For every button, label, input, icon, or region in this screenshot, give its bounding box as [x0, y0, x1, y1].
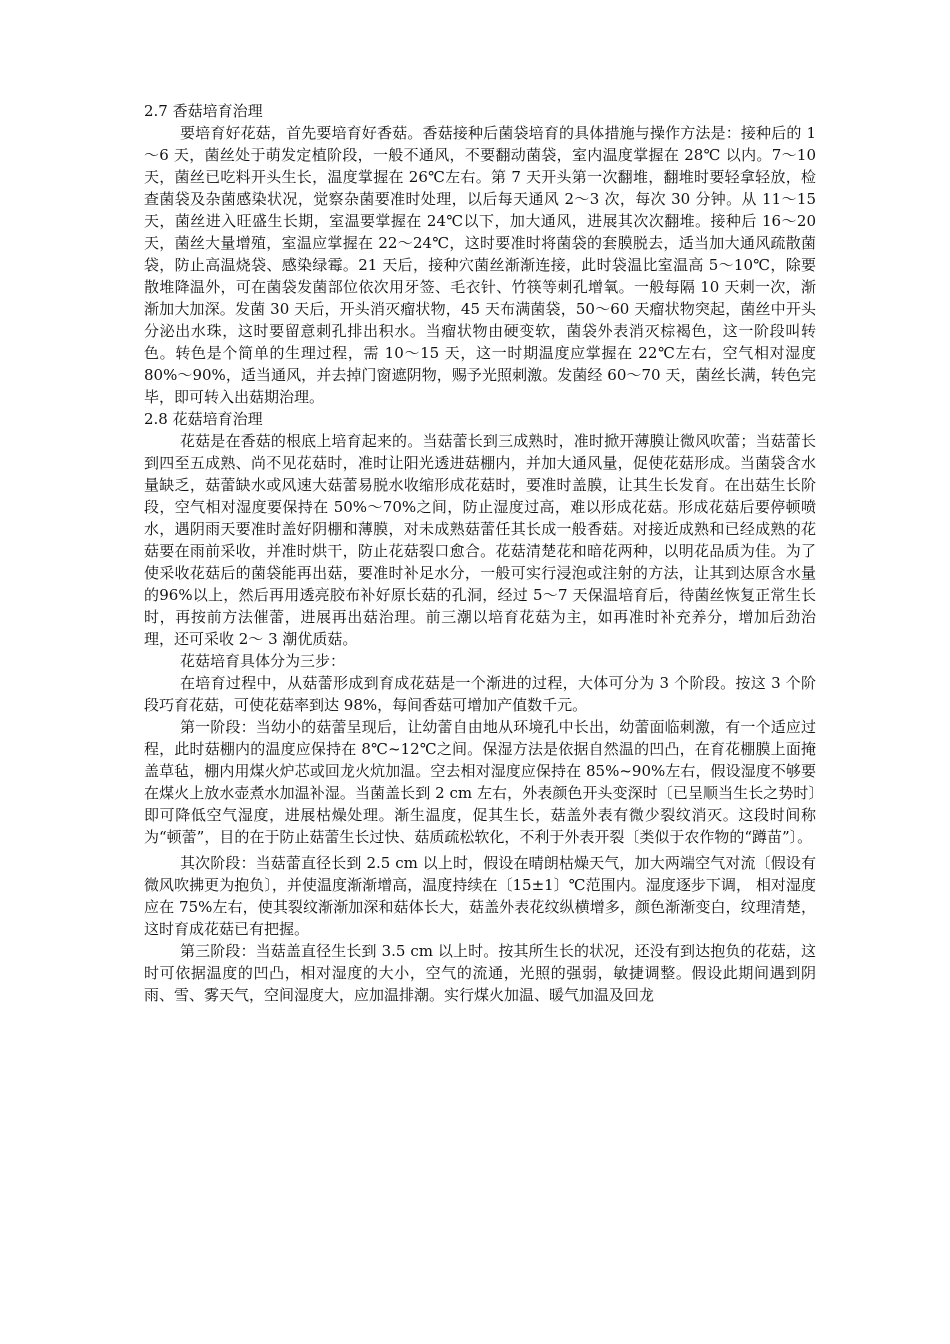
paragraph-shiitake-bag-cultivation: 要培育好花菇，首先要培育好香菇。香菇接种后菌袋培育的具体措施与操作方法是：接种后的 1～6 天，菌丝处于萌发定植阶段，一般不通风，不要翻动菌袋，室内温度掌握在 28℃ 以内。7～10 天，菌丝已吃料开头生长，温度掌握在 26℃左右。第 7 天开头第一次翻堆，翻堆时要轻拿轻放，检查菌袋及杂菌感染状况，觉察杂菌要准时处理，以后每天通风 2～3 次，每次 30 分钟。从 11～15 天，菌丝进入旺盛生长期，室温要掌握在 24℃以下，加大通风，进展其次次翻堆。接种后 16～20 天，菌丝大量增殖，室温应掌握在 22～24℃，这时要准时将菌袋的套膜脱去，适当加大通风疏散菌袋，防止高温烧袋、感染绿霉。21 天后，接种穴菌丝渐渐连接，此时袋温比室温高 5～10℃，除要散堆降温外，可在菌袋发菌部位依次用牙签、毛衣针、竹筷等刺孔增氧。一般每隔 10 天刺一次，渐渐加大加深。发菌 30 天后，开头消灭瘤状物，45 天布满菌袋，50～60 天瘤状物突起，菌丝中开头分泌出水珠，这时要留意刺孔排出积水。当瘤状物由硬变软，菌袋外表消灭棕褐色，这一阶段叫转色。转色是个简单的生理过程，需 10～15 天，这一时期温度应掌握在 22℃左右，空气相对湿度 80%～90%，适当通风，并去掉门窗遮阴物，赐予光照刺激。发菌经 60～70 天，菌丝长满，转色完毕，即可转入出菇期治理。: [144, 124, 816, 406]
section-heading-2-7: 2.7 香菇培育治理: [144, 102, 263, 120]
paragraph-stage-three: 第三阶段：当菇盖直径生长到 3.5 cm 以上时。按其所生长的状况，还没有到达抱负的花菇，这时可依据温度的凹凸，相对湿度的大小，空气的流通，光照的强弱，敏捷调整。假设此期间遇到阴雨、雪、雾天气，空间湿度大，应加温排潮。实行煤火加温、暖气加温及回龙: [144, 942, 816, 1004]
paragraph-three-steps: 花菇培育具体分为三步：: [180, 652, 346, 670]
paragraph-flower-mushroom-intro: 花菇是在香菇的根底上培育起来的。当菇蕾长到三成熟时，准时掀开薄膜让微风吹蕾；当菇蕾长到四至五成熟、尚不见花菇时，准时让阳光透进菇棚内，并加大通风量，促使花菇形成。当菌袋含水量缺乏，菇蕾缺水或风速大菇蕾易脱水收缩形成花菇时，要准时盖膜，让其生长发育。在出菇生长阶段，空气相对湿度要保持在 50%～70%之间，防止湿度过高，难以形成花菇。形成花菇后要停顿喷水，遇阴雨天要准时盖好阴棚和薄膜，对未成熟菇蕾任其长成一般香菇。对接近成熟和已经成熟的花菇要在雨前采收，并准时烘干，防止花菇裂口愈合。花菇清楚花和暗花两种，以明花品质为佳。为了使采收花菇后的菌袋能再出菇，要准时补足水分，一般可实行浸泡或注射的方法，让其到达原含水量的96%以上，然后再用透亮胶布补好原长菇的孔洞，经过 5～7 天保温培育后，待菌丝恢复正常生长时，再按前方法催蕾，进展再出菇治理。前三潮以培育花菇为主，如再准时补充养分，增加后劲治理，还可采收 2～ 3 潮优质菇。: [144, 432, 816, 648]
section-heading-2-8: 2.8 花菇培育治理: [144, 410, 263, 428]
paragraph-three-stages-overview: 在培育过程中，从菇蕾形成到育成花菇是一个渐进的过程，大体可分为 3 个阶段。按这 3 个阶段巧育花菇，可使花菇率到达 98%，每间香菇可增加产值数千元。: [144, 674, 816, 714]
paragraph-stage-one: 第一阶段：当幼小的菇蕾呈现后，让幼蕾自由地从环境孔中长出，幼蕾面临刺激，有一个适应过程，此时菇棚内的温度应保持在 8℃~12℃之间。保湿方法是依据自然温的凹凸，在育花棚膜上面掩盖草毡，棚内用煤火炉芯或回龙火炕加温。空去相对湿度应保持在 85%~90%左右，假设湿度不够要在煤火上放水壶煮水加温补湿。当菌盖长到 2 cm 左右，外表颜色开头变深时〔已呈顺当生长之势时〕即可降低空气湿度，进展枯燥处理。渐生温度，促其生长，菇盖外表有微少裂纹消灭。这段时间称为“顿蕾”，目的在于防止菇蕾生长过快、菇质疏松软化，不利于外表开裂〔类似于农作物的“蹲苗”〕。: [144, 718, 816, 846]
document-body: [144, 100, 816, 1006]
paragraph-stage-two: 其次阶段：当菇蕾直径长到 2.5 cm 以上时，假设在晴朗枯燥天气，加大两端空气对流〔假设有微风吹拂更为抱负〕，并使温度渐渐增高，温度持续在〔15±1〕℃范围内。湿度逐步下调， 相对湿度应在 75%左右，使其裂纹渐渐加深和菇体长大，菇盖外表花纹纵横增多，颜色渐渐变白，纹理清楚，这时育成花菇已有把握。: [144, 854, 816, 938]
